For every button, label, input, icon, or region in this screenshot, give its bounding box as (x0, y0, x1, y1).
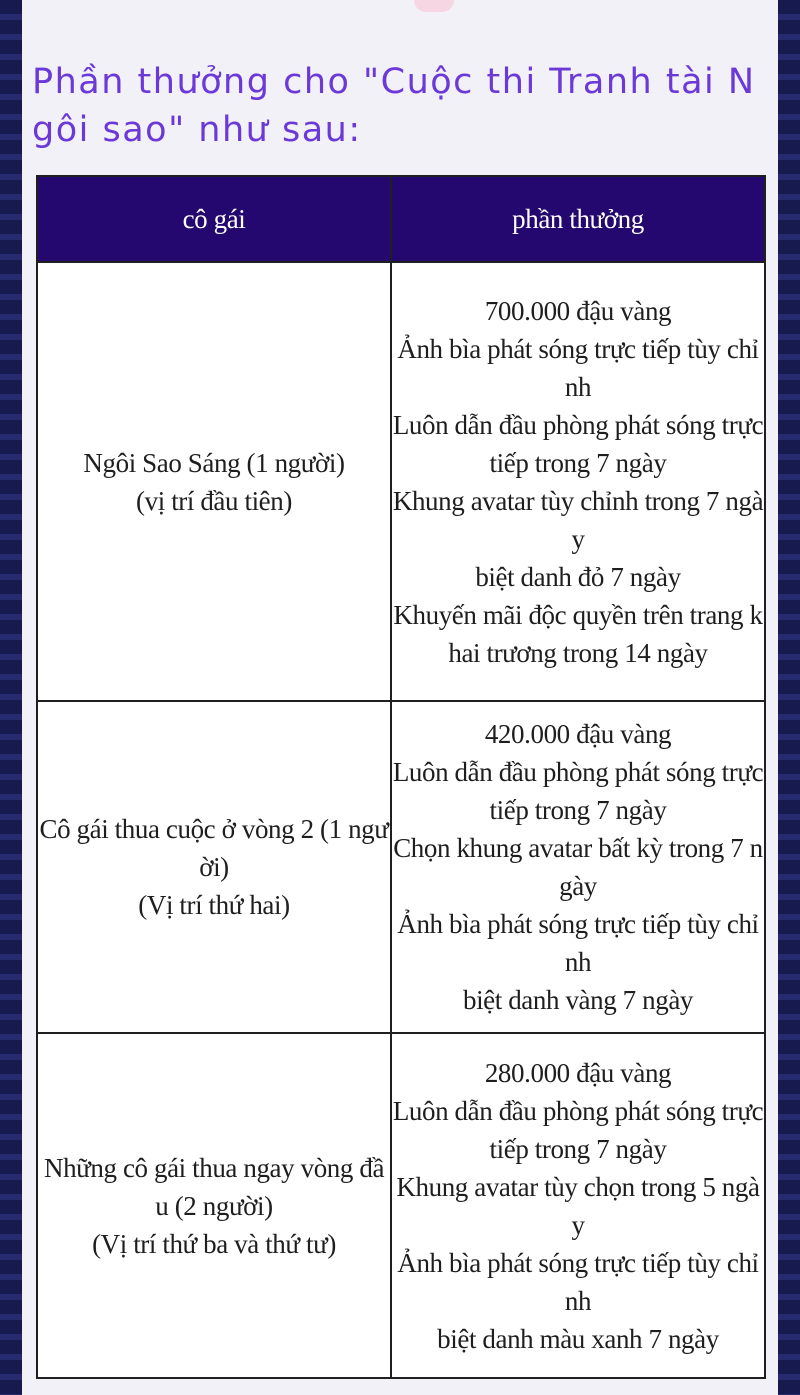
prize-table (36, 175, 766, 1379)
left-border-decoration (0, 0, 22, 1395)
reward-item: 280.000 đậu vàng (484, 1057, 672, 1088)
reward-item: biệt danh màu xanh 7 ngày (437, 1323, 719, 1354)
reward-item: Luôn dẫn đầu phòng phát sóng trực tiếp trong 7 ngày (392, 757, 764, 825)
table-row (37, 1033, 765, 1378)
reward-item: Khung avatar tùy chỉnh trong 7 ngày (392, 485, 764, 554)
table-row (37, 262, 765, 701)
reward-item: biệt danh đỏ 7 ngày (475, 561, 681, 592)
top-ribbon-decoration (414, 0, 454, 12)
header-reward: phần thưởng (391, 176, 765, 262)
girl-cell (37, 262, 391, 701)
reward-item: biệt danh vàng 7 ngày (462, 985, 694, 1015)
reward-item: Luôn dẫn đầu phòng phát sóng trực tiếp trong 7 ngày (392, 1095, 764, 1164)
reward-item: Chọn khung avatar bất kỳ trong 7 ngày (393, 833, 763, 901)
reward-cell (391, 262, 765, 701)
girl-rank: (Vị trí thứ ba và thứ tư) (92, 1228, 336, 1259)
girl-name: Cô gái thua cuộc ở vòng 2 (1 người) (39, 814, 389, 882)
girl-cell (37, 701, 391, 1033)
reward-item: Khuyến mãi độc quyền trên trang khai trương trong 14 ngày (393, 599, 763, 668)
girl-name: Những cô gái thua ngay vòng đầu (2 người) (43, 1152, 385, 1221)
reward-item: Ảnh bìa phát sóng trực tiếp tùy chỉnh (397, 1247, 759, 1316)
girl-rank: (vị trí đầu tiên) (136, 485, 292, 516)
reward-item: 700.000 đậu vàng (484, 295, 672, 326)
girl-rank: (Vị trí thứ hai) (138, 890, 290, 920)
girl-name: Ngôi Sao Sáng (1 người) (83, 447, 345, 478)
reward-item: 420.000 đậu vàng (484, 719, 672, 749)
reward-item: Ảnh bìa phát sóng trực tiếp tùy chỉnh (397, 909, 759, 977)
girl-cell (37, 1033, 391, 1378)
right-border-decoration (778, 0, 800, 1395)
table-header-row (37, 176, 765, 262)
reward-cell (391, 701, 765, 1033)
reward-cell (391, 1033, 765, 1378)
reward-item: Khung avatar tùy chọn trong 5 ngày (396, 1171, 760, 1240)
table-row (37, 701, 765, 1033)
reward-item: Luôn dẫn đầu phòng phát sóng trực tiếp trong 7 ngày (392, 409, 764, 478)
reward-item: Ảnh bìa phát sóng trực tiếp tùy chỉnh (397, 333, 759, 402)
page-title: Phần thưởng cho "Cuộc thi Tranh tài Ngôi sao" như sau: (32, 62, 756, 150)
header-girl: cô gái (37, 176, 391, 262)
